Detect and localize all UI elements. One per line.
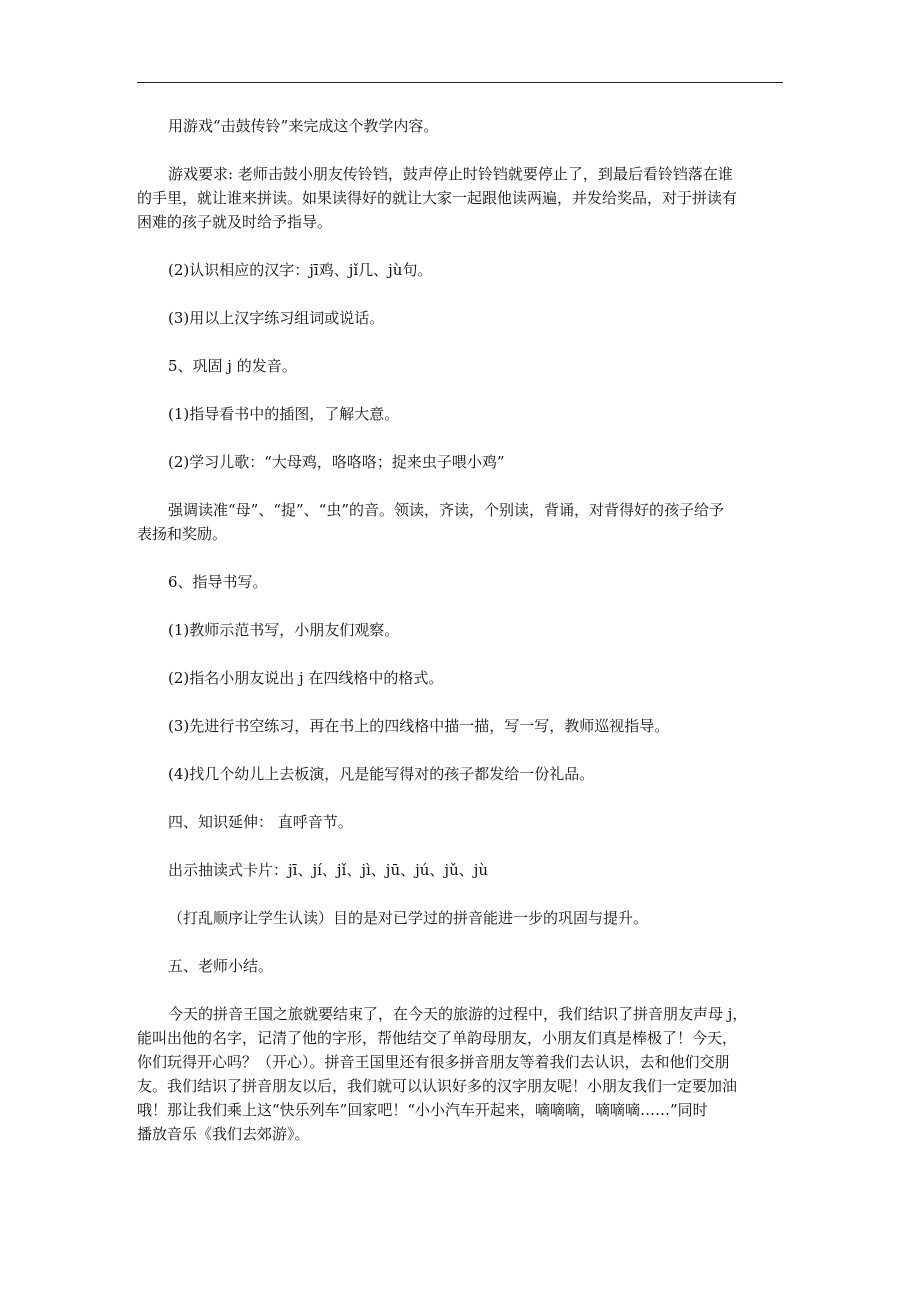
text-line: 能叫出他的名字，记清了他的字形，帮他结交了单韵母朋友，小朋友们真是棒极了！今天， [137,1029,738,1047]
paragraph-item: (2)指名小朋友说出 j 在四线格中的格式。 [168,669,444,687]
paragraph-item: (3)用以上汉字练习组词或说话。 [168,309,385,327]
text-line: 表扬和奖励。 [137,525,228,543]
paragraph-item: (2)学习儿歌：“大母鸡，咯咯咯；捉来虫子喂小鸡” [168,453,505,471]
header-rule [137,82,783,83]
text-line: 游戏要求: 老师击鼓小朋友传铃铛，鼓声停止时铃铛就要停止了，到最后看铃铛落在谁 [168,165,733,183]
text-line: 播放音乐《我们去郊游》。 [137,1125,310,1143]
text-line: 友。我们结识了拼音朋友以后，我们就可以认识好多的汉字朋友呢！小朋友我们一定要加油 [137,1077,738,1095]
paragraph-item: 出示抽读式卡片：jī、jí、jǐ、jì、jū、jú、jǔ、jù [168,861,489,879]
section-heading: 五、老师小结。 [168,957,274,975]
text-line: 强调读准“母”、“捉”、“虫”的音。领读，齐读，个别读，背诵，对背得好的孩子给予 [168,501,725,519]
text-line: 的手里，就让谁来拼读。如果读得好的就让大家一起跟他读两遍，并发给奖品，对于拼读有 [137,189,738,207]
paragraph-item: (2)认识相应的汉字：jī鸡、jǐ几、jù句。 [168,261,433,279]
paragraph-game-rules [137,162,788,234]
text-line: 困难的孩子就及时给予指导。 [137,213,333,231]
section-heading: 6、指导书写。 [168,573,268,591]
paragraph-item: (3)先进行书空练习，再在书上的四线格中描一描，写一写，教师巡视指导。 [168,717,670,735]
paragraph-game-intro: 用游戏“击鼓传铃”来完成这个教学内容。 [168,117,439,135]
paragraph-item: (4)找几个幼儿上去板演，凡是能写得对的孩子都发给一份礼品。 [168,765,595,783]
paragraph-item: (1)教师示范书写，小朋友们观察。 [168,621,400,639]
paragraph-emphasis [137,498,788,546]
text-line: 今天的拼音王国之旅就要结束了，在今天的旅游的过程中，我们结识了拼音朋友声母 j， [168,1005,748,1023]
paragraph-item: (1)指导看书中的插图，了解大意。 [168,405,400,423]
text-line: 你们玩得开心吗？（开心）。拼音王国里还有很多拼音朋友等着我们去认识，去和他们交朋 [137,1053,730,1071]
text-line: 哦！那让我们乘上这“快乐列车”回家吧！“小小汽车开起来，嘀嘀嘀，嘀嘀嘀……”同时 [137,1101,708,1119]
paragraph-item: （打乱顺序让学生认读）目的是对已学过的拼音能进一步的巩固与提升。 [168,909,649,927]
section-heading: 5、巩固 j 的发音。 [168,357,297,375]
section-heading: 四、知识延伸： 直呼音节。 [168,813,353,831]
paragraph-summary [137,1002,788,1146]
